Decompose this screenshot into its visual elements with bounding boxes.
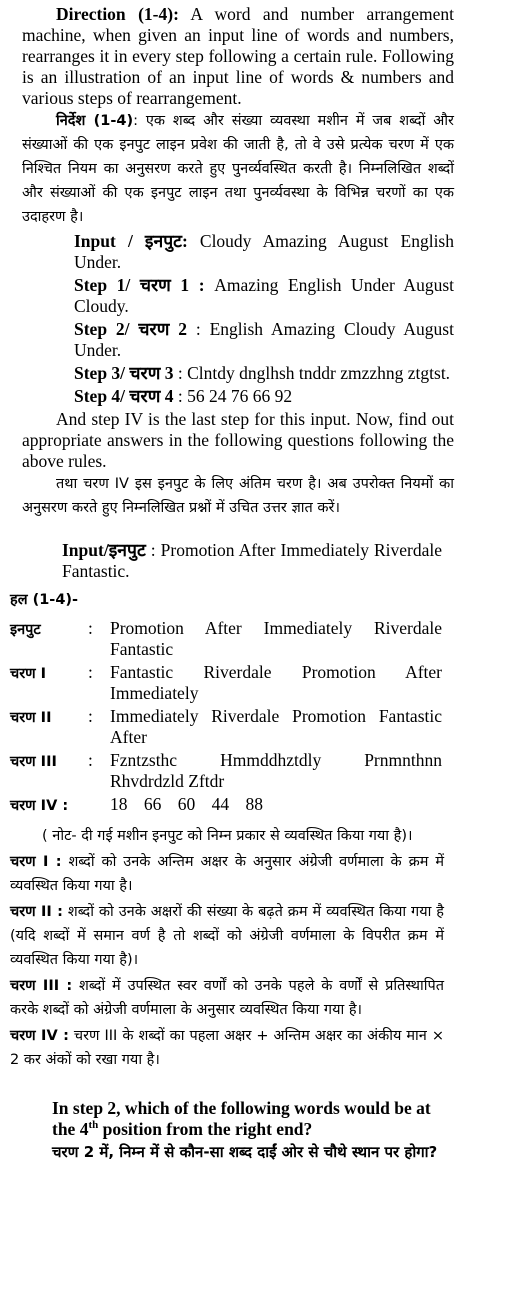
solution-row-colon: : — [88, 618, 93, 638]
solution-row-label: चरण III — [10, 754, 57, 770]
rule-step-4 — [10, 1024, 444, 1072]
rule-text: शब्दों को उनके अन्तिम अक्षर के अनुसार अंग्रेजी वर्णमाला के क्रम में व्यवस्थित किया गया है। — [10, 854, 444, 894]
solution-row-colon: : — [88, 750, 93, 770]
rule-text: चरण III के शब्दों का पहला अक्षर + अन्तिम अक्षर का अंकीय मान × 2 कर अंकों को रखा गया है। — [10, 1028, 444, 1068]
solution-row-value: 18 66 60 44 88 — [110, 794, 263, 814]
illustration-step-1-label: Step 1/ चरण 1 : — [74, 275, 205, 295]
illustration-step-3 — [74, 363, 454, 384]
rule-text: शब्दों में उपस्थित स्वर वर्णों को उनके पहले के वर्णों से प्रतिस्थापित करके शब्दों को अंग्रेजी वर्णमाला के अनुसार व्यवस्थित किया गया है। — [10, 978, 444, 1018]
question-input-text: : Promotion After Immediately Riverdale Fantastic. — [62, 540, 442, 581]
rule-label: चरण I : — [10, 854, 62, 870]
rule-step-2 — [10, 900, 444, 972]
rule-step-1 — [10, 850, 444, 898]
illustration-step-2 — [74, 319, 454, 361]
solution-row — [10, 750, 442, 794]
question-input-label: Input/इनपुट — [62, 540, 146, 560]
direction-text: A word and number arrangement machine, when given an input line of words and numbers, rearranges it in every step following a certain rule. Following is an illustration of an input line of words & numbers and various steps of rearrangement. — [22, 4, 454, 108]
illustration-steps — [74, 231, 454, 407]
question-text-part: In step 2, which of the following words would be at the 4 — [52, 1098, 431, 1139]
direction-text-hindi: : एक शब्द और संख्या व्यवस्था मशीन में जब शब्दों और संख्याओं की एक इनपुट लाइन प्रवेश की जाती है, तो वे उसे प्रत्येक चरण में एक निश्चित नियम का अनुसरण करते हुए पुनर्व्यवस्थित करती है। निम्नलिखित शब्दों और संख्याओं की एक इनपुट लाइन तथा पुनर्व्यवस्था के विभिन्न चरणों का एक उदाहरण है। — [22, 113, 454, 225]
solution-row-value: Promotion After Immediately Riverdale Fantastic — [110, 618, 442, 659]
solution-row-label: चरण II — [10, 710, 52, 726]
solution-table — [10, 618, 442, 820]
direction-label: Direction (1-4): — [56, 4, 179, 24]
rule-label: चरण IV : — [10, 1028, 69, 1044]
solution-row — [10, 662, 442, 706]
rule-label: चरण III : — [10, 978, 73, 994]
last-step-paragraph: And step IV is the last step for this input. Now, find out appropriate answers in the following questions following the above rules. — [22, 409, 454, 471]
illustration-step-2-label: Step 2/ चरण 2 — [74, 319, 187, 339]
illustration-input-label: Input / इनपुट: — [74, 231, 188, 251]
illustration-step-1-text: Amazing English Under August Cloudy. — [74, 275, 454, 316]
solution-row-colon — [88, 794, 110, 820]
illustration-step-4-text: : 56 24 76 66 92 — [173, 386, 293, 406]
illustration-input — [74, 231, 454, 273]
question-block — [52, 1098, 456, 1164]
rule-text: शब्दों को उनके अक्षरों की संख्या के बढ़ते क्रम में व्यवस्थित किया गया है (यदि शब्दों में समान वर्ण है तो शब्दों को अंग्रेजी वर्णमाला के विपरीत क्रम में व्यवस्थित किया गया है)। — [10, 904, 444, 968]
solution-row-label: चरण IV : — [10, 798, 69, 814]
solution-note — [10, 824, 444, 848]
solution-row-value: Fantastic Riverdale Promotion After Immediately — [110, 662, 442, 703]
solution-row-value: Fzntzsthc Hmmddhztdly Prnmnthnn Rhvdrdzld Zftdr — [110, 750, 442, 791]
solution-row-value: Immediately Riverdale Promotion Fantastic After — [110, 706, 442, 747]
solution-row-colon: : — [88, 662, 93, 682]
solution-row — [10, 794, 442, 820]
rule-step-3 — [10, 974, 444, 1022]
rule-label: चरण II : — [10, 904, 63, 920]
solution-row-label: इनपुट — [10, 622, 41, 638]
solution-row-label: चरण I — [10, 666, 47, 682]
direction-label-hindi: निर्देश (1-4) — [56, 113, 134, 129]
direction-paragraph-hindi — [22, 109, 454, 229]
illustration-step-3-text: : Clntdy dnglhsh tnddr zmzzhng ztgtst. — [173, 363, 451, 383]
question-input-line — [62, 540, 442, 582]
question-text-part: position from the right end? — [98, 1119, 313, 1139]
illustration-input-text: Cloudy Amazing August English Under. — [74, 231, 454, 272]
question-text-hindi: चरण 2 में, निम्न में से कौन-सा शब्द दाईं ओर से चौथे स्थान पर होगा? — [52, 1143, 438, 1161]
illustration-step-1 — [74, 275, 454, 317]
solution-row — [10, 706, 442, 750]
illustration-step-2-text: : English Amazing Cloudy August Under. — [74, 319, 454, 360]
last-step-paragraph-hindi: तथा चरण IV इस इनपुट के लिए अंतिम चरण है। अब उपरोक्त नियमों का अनुसरण करते हुए निम्नलिखित प्रश्नों में उचित उत्तर ज्ञात करें। — [22, 476, 454, 516]
question-text — [52, 1098, 456, 1140]
solution-title: हल (1-4)- — [10, 592, 79, 608]
solution-row-colon: : — [88, 706, 93, 726]
question-superscript: th — [88, 1119, 99, 1132]
solution-note-text: ( नोट- दी गई मशीन इनपुट को निम्न प्रकार से व्यवस्थित किया गया है)। — [42, 828, 413, 844]
illustration-step-4 — [74, 386, 454, 407]
direction-paragraph — [22, 4, 454, 109]
illustration-step-3-label: Step 3/ चरण 3 — [74, 363, 174, 383]
illustration-step-4-label: Step 4/ चरण 4 — [74, 386, 174, 406]
solution-row — [10, 618, 442, 662]
